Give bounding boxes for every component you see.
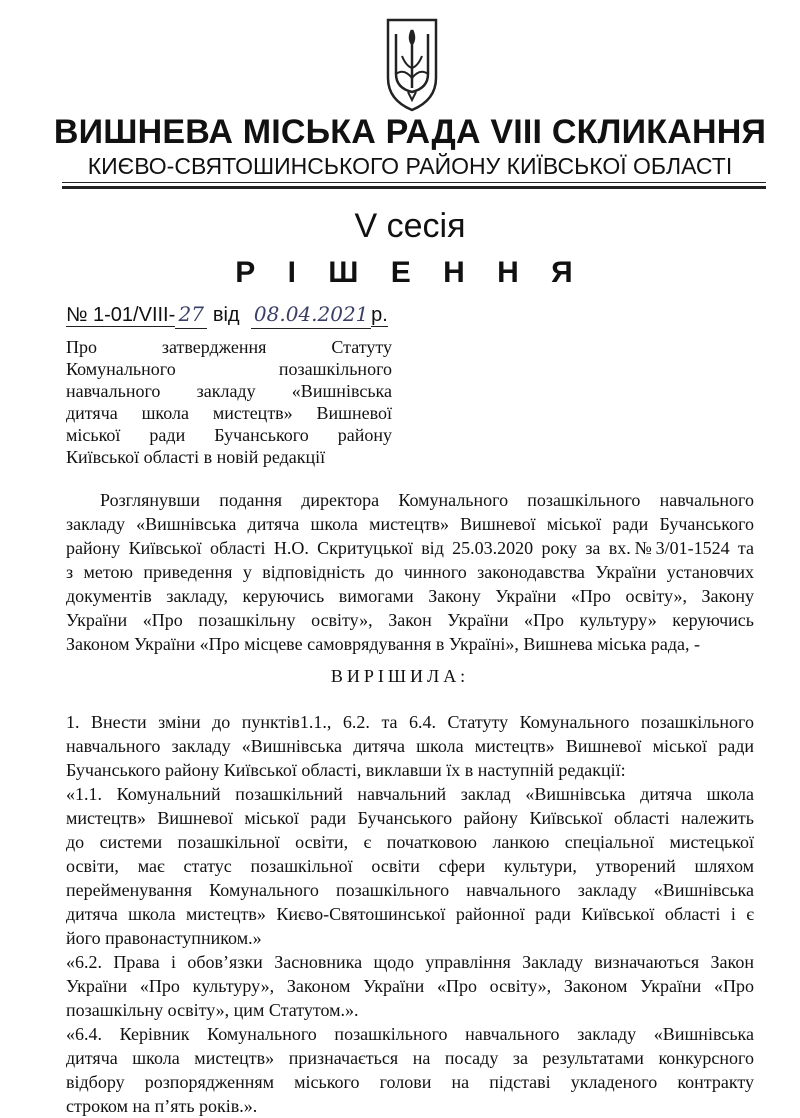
item-line: позашкільну освіту», цим Статутом.».: [66, 1000, 359, 1020]
preamble-line: закладу «Вишнівська дитяча школа мистецтв» Вишневої міської ради Бучанського: [66, 514, 754, 534]
item-line: України «Про культуру», Законом України «Про освіту», Законом України «Про: [66, 976, 754, 996]
district-name: КИЄВО-СВЯТОШИНСЬКОГО РАЙОНУ КИЇВСЬКОЇ ОБЛАСТІ: [87, 153, 733, 179]
preamble-line: з метою приведення у відповідність до чинного законодавства України установчих: [66, 562, 754, 582]
item-line: його правонаступником.»: [66, 928, 262, 948]
resolution-items: [66, 710, 754, 1118]
subject-line: навчального закладу «Вишнівська: [66, 381, 392, 401]
preamble-paragraph: [66, 488, 754, 656]
council-name: ВИШНЕВА МІСЬКА РАДА VIII СКЛИКАННЯ: [53, 113, 767, 151]
decision-year-suffix: р.: [371, 304, 388, 326]
item-line: дитяча школа мистецтв» Києво-Святошинської районної ради Київської області і є: [66, 904, 754, 924]
item-line: Бучанського району Київської області, виклавши їх в наступній редакції:: [66, 760, 626, 780]
decision-number-handwritten: 27: [175, 300, 207, 329]
item-line: відбору розпорядженням міського голови на підставі укладеного контракту: [66, 1072, 754, 1092]
subject-line: міської ради Бучанського району: [66, 425, 392, 445]
decision-title: Р І Ш Е Н Н Я: [235, 256, 585, 289]
subject-line: Комунального позашкільного: [66, 359, 392, 379]
preamble-line: району Київської області Н.О. Скритуцької від 25.03.2020 року за вх.№3/01-1524 та: [66, 538, 754, 558]
subject-line: Київської області в новій редакції: [66, 447, 326, 467]
item-line: 1. Внести зміни до пунктів1.1., 6.2. та 6.4. Статуту Комунального позашкільного: [66, 712, 754, 732]
trident-emblem-icon: [382, 16, 442, 114]
item-line: до системи позашкільної освіти, є початковою ланкою спеціальної мистецької: [66, 832, 754, 852]
preamble-line: Розглянувши подання директора Комунального позашкільного навчального: [100, 490, 754, 510]
subject-line: Про затвердження Статуту: [66, 337, 392, 357]
preamble-line: України «Про позашкільну освіту», Закон України «Про культуру» керуючись: [66, 610, 754, 630]
decision-from-label: від: [212, 304, 240, 326]
preamble-line: документів закладу, керуючись вимогами Закону України «Про освіту», Закону: [66, 586, 754, 606]
preamble-line: Законом України «Про місцеве самоврядування в Україні», Вишнева міська рада, -: [66, 634, 700, 654]
item-line: дитяча школа мистецтв» призначається на посаду за результатами конкурсного: [66, 1048, 754, 1068]
item-line: строком на п’ять років.».: [66, 1096, 258, 1116]
decision-date-handwritten: 08.04.2021: [251, 300, 371, 329]
subject-line: дитяча школа мистецтв» Вишневої: [66, 403, 392, 423]
item-line: навчального закладу «Вишнівська дитяча школа мистецтв» Вишневої міської ради: [66, 736, 754, 756]
item-line: «6.4. Керівник Комунального позашкільного навчального закладу «Вишнівська: [66, 1024, 754, 1044]
item-line: перейменування Комунального позашкільного навчального закладу «Вишнівська: [66, 880, 754, 900]
decision-subject: [66, 336, 392, 468]
decision-number-prefix: № 1-01/VIII-: [66, 304, 176, 326]
header-divider-thick: [62, 186, 766, 189]
session-title: V сесія: [354, 207, 466, 245]
item-line: мистецтв» Вишневої міської ради Бучанського району Київської області належить: [66, 808, 754, 828]
item-line: «1.1. Комунальний позашкільний навчальний заклад «Вишнівська дитяча школа: [66, 784, 754, 804]
decision-number-line: [66, 300, 388, 328]
item-line: «6.2. Права і обов’язки Засновника щодо управління Закладу визначаються Закон: [66, 952, 754, 972]
item-line: освіти, має статус позашкільної освіти сфери культури, утворений шляхом: [66, 856, 754, 876]
resolved-heading: ВИРІШИЛА:: [330, 666, 470, 686]
header-divider: [62, 182, 766, 183]
